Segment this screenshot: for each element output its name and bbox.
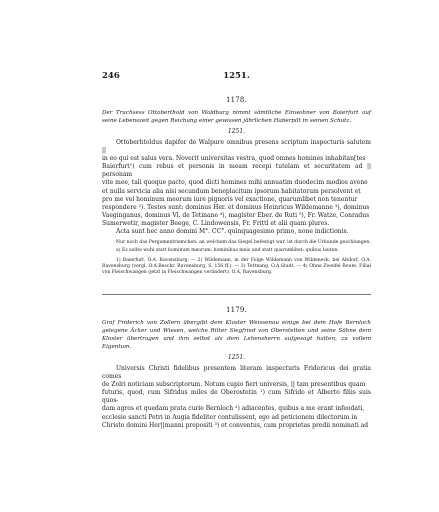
document-text (102, 139, 371, 236)
text-line: Universis Christi fidelibus presentem literam inspecturis Fridericus dei gratia comes (102, 365, 371, 381)
separator-rule (102, 294, 371, 295)
text-line: Ottoberhtoldus dapifer de Walpure omnibus presens scriptum inspecturis salutem || (102, 139, 371, 155)
document-date: 1251. (227, 128, 246, 135)
document-number: 1178. (225, 96, 248, 104)
document-summary: Graf Friderich von Zollern übergibt dem Kloster Weissenau einige bei dem Hofe Bernloch gelegene Äcker und Wiesen, welche Ritter Siegfried von Oberstetten und seine Söhne dem Kloster übertragen und ihm selbst als dem Lehensherrn aufgesagt hatten, zu vollem Eigentum. (102, 320, 371, 350)
document-number: 1179. (225, 306, 248, 314)
text-line: Acta sunt hec anno domini M°. CC°. quinquagesimo primo, none indictionis. (116, 228, 349, 236)
variant-note: a) Es sollte wohl statt hominum meorum: hominibus meis und statt quarumlibet: quibus lauten. (116, 248, 339, 254)
text-line: in eo qui est salus vera. Noverit universitas vestra, quod omnes homines inhabitan[tes (102, 155, 366, 163)
page-header (102, 71, 371, 83)
document-summary: Der Truchsess Ottoberthold von Waldburg nimmt sämtliche Einwohner von Baierfurt auf seine Lebenszeit gegen Reichung einer gewissen jährlichen Haberpilt in seinen Schutz. (102, 110, 371, 124)
document-date: 1251. (227, 354, 246, 361)
text-line: futuris, quod, cum Sifridus miles de Oberostetin ¹) cum Sifrido et Alberto filiis suis quos- (102, 389, 371, 405)
text-line: ecclesie sancti Petri in Augia fideliter contulissent, ego ad peticionem dilectorum in (102, 413, 358, 421)
running-head: 1251. (223, 71, 250, 81)
text-line: respondere ²). Testes sunt: dominus Her. et dominus Heinricus Wildemanne ³), dominus (102, 203, 370, 211)
text-line: de Zolri noticiam subscriptorum. Notum cupio fieri universis, || tam presentibus quam (102, 381, 366, 389)
page-number: 246 (102, 71, 120, 81)
document-text (102, 365, 371, 430)
text-line: vite mee, tali quoque pacto, quod dicti homines mihi annuatim duodecim modios avene (102, 179, 368, 187)
document-1179 (102, 306, 371, 430)
footnotes: 1) Baierfurt, O.A. Ravensburg. — 2) Wildemann, in der Folge Wildemann von Wildeneck, bei Altdorf, O.A. Ravensburg (vergl. O.A.Beschr. Ravensburg, S. 156 ff.). — 3) Tettnang. O.A.Stadt. — 4) Ohne Zweifel Reute, Filial von Fleischwangen (jetzt in Fleischwangen verändert). O.A. Ravensburg. (102, 257, 371, 275)
text-line: Sumerwetir, magister Beege, C. Lindowensis, Fr. Frittl et alii quam plures. (102, 219, 330, 227)
seal-note: Nur noch das Pergamentriemchen, an welchem das Siegel befestigt war, ist durch die Urkunde geschlungen. (116, 240, 371, 246)
text-line: Christo domini Her||manni prepositi ³) et conventus, cum proprietas predii nominati ad (102, 421, 369, 429)
text-line: Vaeginganus, dominus Vl. de Tetinane ⁴), magister Eber. de Ruti ⁵), Fr. Watze, Conradus (102, 211, 370, 219)
text-line: dam agros et quedam prata curie Bernloch ²) adiacentes, quibus a me erant infeodati, (102, 405, 365, 413)
text-line: et nulla servicia alia nisi secundum beneplacitum ipsorum habitatorum persolvent et (102, 187, 361, 195)
text-line: Baierfurt¹) cum rebus et personis in meam recepi tutelam et securitatem ad || personam (102, 163, 371, 179)
document-1178 (102, 96, 371, 276)
text-line: pro me vel hominum meorum iure pignoris vel exactione, quarumlibet non tenentur (102, 195, 358, 203)
